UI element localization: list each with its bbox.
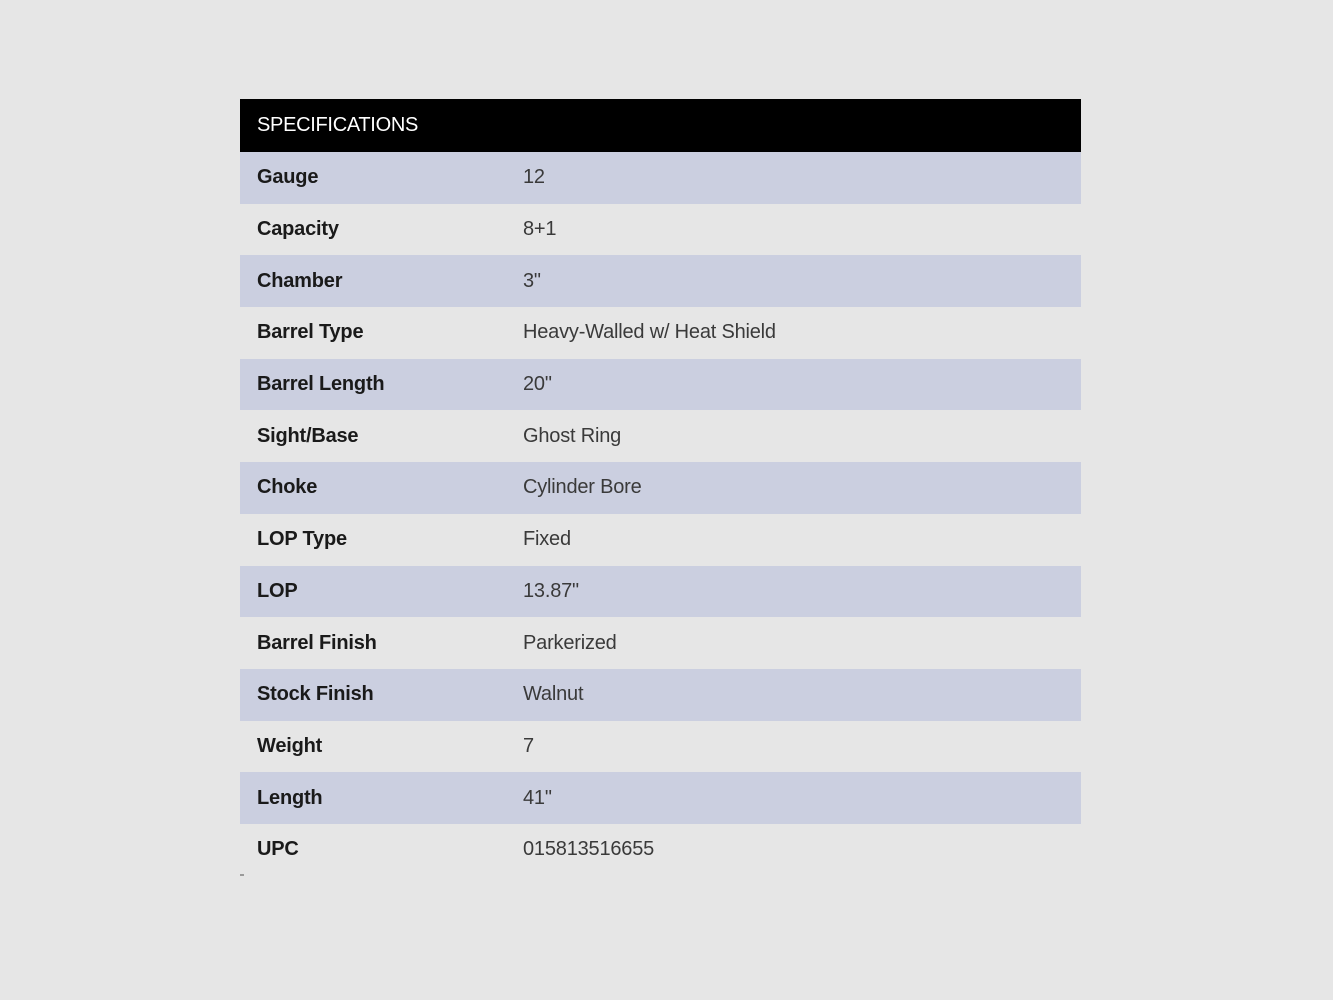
spec-label: LOP bbox=[257, 579, 298, 602]
spec-row-capacity bbox=[240, 204, 1081, 256]
spec-row-barrel-length bbox=[240, 359, 1081, 411]
spec-row-lop-type bbox=[240, 514, 1081, 566]
spec-value: Parkerized bbox=[523, 631, 617, 654]
spec-row-stock-finish bbox=[240, 669, 1081, 721]
spec-label: Choke bbox=[257, 476, 318, 499]
spec-value: 20" bbox=[523, 373, 552, 396]
spec-label: Barrel Finish bbox=[257, 631, 377, 654]
spec-value: 015813516655 bbox=[523, 838, 655, 861]
spec-row-choke bbox=[240, 462, 1081, 514]
spec-label: Weight bbox=[257, 734, 323, 757]
spec-row-lop bbox=[240, 566, 1081, 618]
spec-value: 41" bbox=[523, 786, 552, 809]
spec-row-sight-base bbox=[240, 410, 1081, 462]
spec-value: 8+1 bbox=[523, 218, 557, 241]
spec-row-upc bbox=[240, 824, 1081, 876]
spec-label: Gauge bbox=[257, 166, 319, 189]
spec-label: Barrel Length bbox=[257, 373, 385, 396]
spec-value: 12 bbox=[523, 166, 545, 189]
spec-row-weight bbox=[240, 721, 1081, 773]
spec-label: Capacity bbox=[257, 218, 339, 241]
spec-row-length bbox=[240, 772, 1081, 824]
spec-value: Ghost Ring bbox=[523, 424, 622, 447]
spec-label: LOP Type bbox=[257, 528, 347, 551]
spec-row-barrel-type bbox=[240, 307, 1081, 359]
spec-row-gauge bbox=[240, 152, 1081, 204]
spec-label: Barrel Type bbox=[257, 321, 364, 344]
spec-value: Fixed bbox=[523, 528, 571, 551]
spec-value: 7 bbox=[523, 734, 534, 757]
spec-label: Chamber bbox=[257, 269, 343, 292]
spec-label: Length bbox=[257, 786, 323, 809]
spec-row-barrel-finish bbox=[240, 617, 1081, 669]
spec-row-chamber bbox=[240, 255, 1081, 307]
specifications-table bbox=[240, 99, 1081, 876]
spec-value: Walnut bbox=[523, 683, 584, 706]
spec-value: 3" bbox=[523, 269, 541, 292]
spec-value: 13.87" bbox=[523, 579, 579, 602]
spec-value: Cylinder Bore bbox=[523, 476, 642, 499]
specifications-title: SPECIFICATIONS bbox=[257, 114, 419, 136]
spec-label: Sight/Base bbox=[257, 424, 359, 447]
stray-mark bbox=[240, 874, 244, 876]
spec-label: Stock Finish bbox=[257, 683, 374, 706]
specifications-header bbox=[240, 99, 1081, 152]
spec-label: UPC bbox=[257, 838, 299, 861]
spec-value: Heavy-Walled w/ Heat Shield bbox=[523, 321, 776, 344]
